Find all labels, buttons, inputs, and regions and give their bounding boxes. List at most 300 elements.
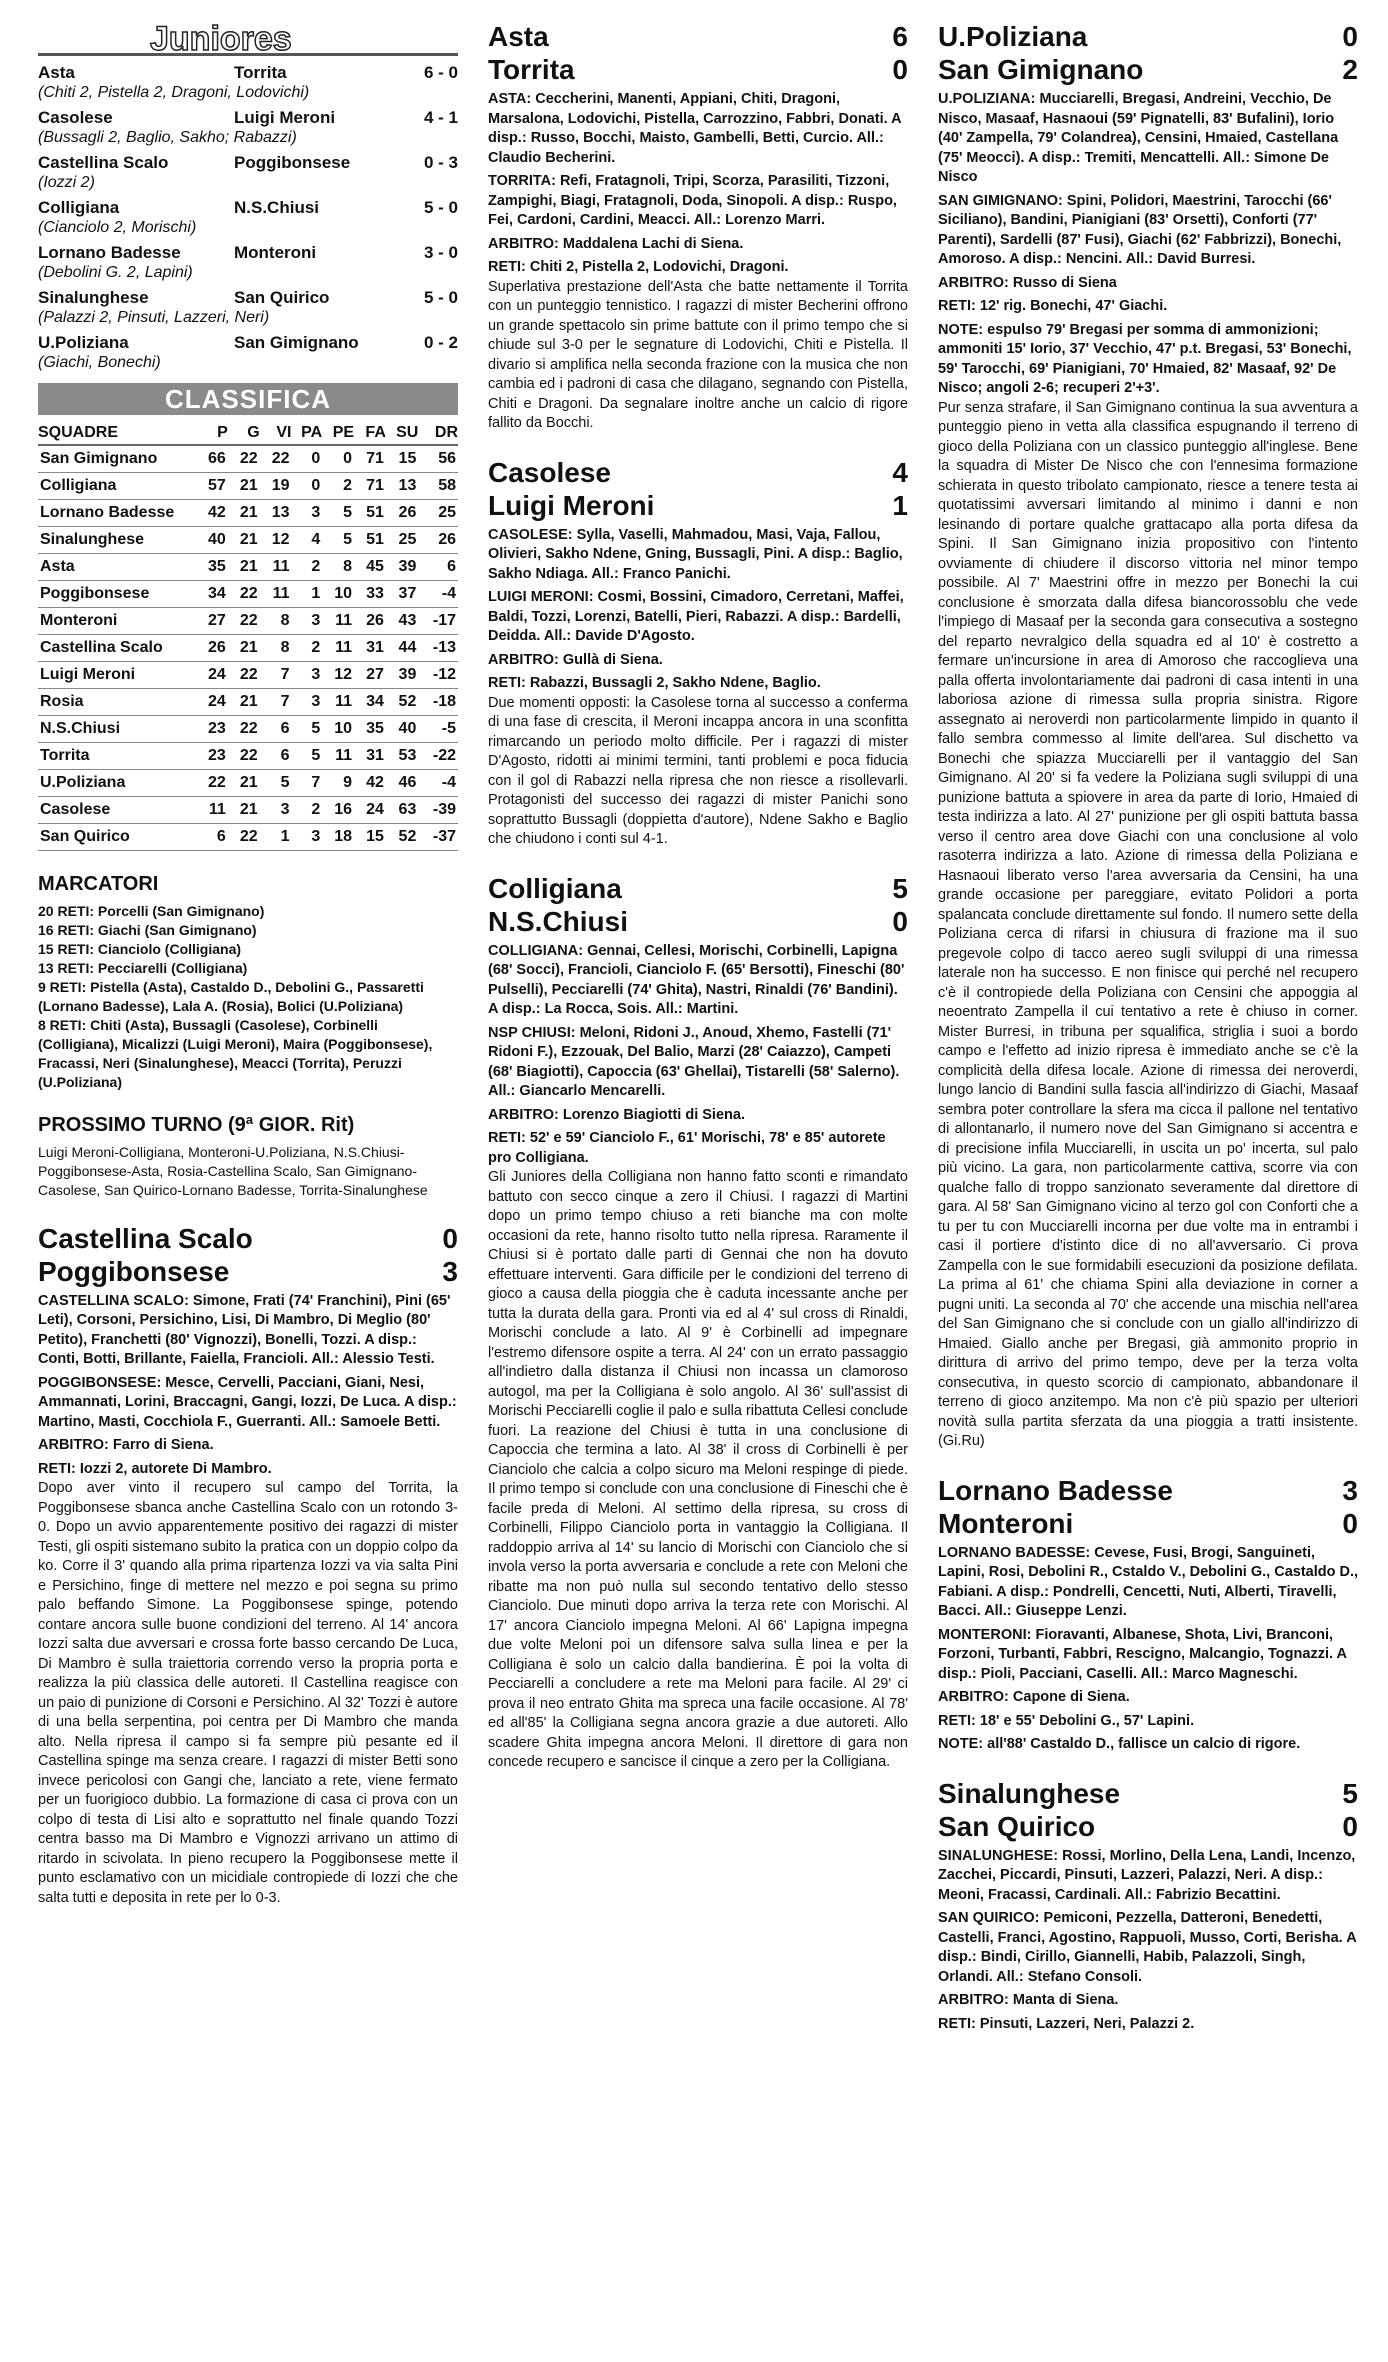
match-detail: ARBITRO: Farro di Siena.: [38, 1437, 214, 1453]
stat-cell: 8: [322, 553, 354, 580]
team-name: Rosia: [38, 688, 196, 715]
result-row: [38, 287, 458, 308]
stat-cell: 33: [354, 580, 386, 607]
stat-cell: 66: [196, 445, 228, 472]
result-score: 5 - 0: [423, 288, 458, 307]
match-report: [938, 1474, 1358, 1755]
stat-cell: 0: [291, 445, 322, 472]
away-team: Poggibonsese: [234, 153, 351, 172]
match-home-score: 5: [1342, 1777, 1358, 1809]
standings-row: [38, 607, 458, 634]
stat-cell: 15: [386, 445, 418, 472]
team-name: Lornano Badesse: [38, 499, 196, 526]
standings-row: [38, 769, 458, 796]
result-row: [38, 197, 458, 218]
stat-cell: -13: [418, 634, 458, 661]
column-middle: [488, 0, 908, 1773]
stat-cell: 57: [196, 472, 228, 499]
match-report: [938, 1777, 1358, 2035]
stat-cell: 21: [228, 499, 260, 526]
match-detail: MONTERONI: Fioravanti, Albanese, Shota, Livi, Branconi, Forzoni, Turbanti, Fabbri, Rescigno, Malcangio, Tognazzi. A disp.: Pioli, Pacciani, Caselli. All.: Marco Magneschi.: [938, 1626, 1347, 1682]
stat-cell: 24: [354, 796, 386, 823]
stat-cell: 9: [322, 769, 354, 796]
stat-cell: -18: [418, 688, 458, 715]
stat-cell: 44: [386, 634, 418, 661]
match-home-team: Asta: [488, 21, 549, 52]
match-detail: LORNANO BADESSE: Cevese, Fusi, Brogi, Sanguineti, Lapini, Rosi, Debolini R., Cstaldo V., Debolini G., Castaldo D., Fabiani. A disp.: Pondrelli, Cencetti, Nuti, Alberti, Tiravelli, Bacci. All.: Giuseppe Lenzi.: [938, 1544, 1359, 1619]
standings-header: [418, 421, 458, 445]
stat-cell: -22: [418, 742, 458, 769]
result-row: [38, 152, 458, 173]
match-detail: POGGIBONSESE: Mesce, Cervelli, Pacciani, Giani, Nesi, Ammannati, Lorini, Braccagni, Gangi, Iozzi, De Luca. A disp.: Martino, Masti, Cocchiola F., Guerranti. All.: Samoele Betti.: [38, 1374, 457, 1430]
match-away-row: [38, 1255, 458, 1288]
standings-row: [38, 823, 458, 850]
header-label: FA: [365, 423, 386, 441]
match-detail: ARBITRO: Lorenzo Biagiotti di Siena.: [488, 1106, 745, 1123]
header-label: PA: [301, 423, 323, 441]
result-score: 0 - 3: [423, 153, 458, 172]
result-row: [38, 242, 458, 263]
match-detail: NSP CHIUSI: Meloni, Ridoni J., Anoud, Xhemo, Fastelli (71' Ridoni F.), Ezzouak, Del Balio, Marzi (28' Caiazzo), Campeti (68' Biagiotti), Capoccia (63' Ghellai), Tistarelli (58' Salerno). All.: Giancarlo Mencarelli.: [488, 1024, 900, 1099]
stat-cell: 4: [291, 526, 322, 553]
match-home-team: Casolese: [488, 456, 611, 488]
stat-cell: 13: [260, 499, 292, 526]
match-text: Superlativa prestazione dell'Asta che batte nettamente il Torrita con un punteggio tennistico. I ragazzi di mister Becherini offrono un grande spettacolo sin prime battute con il primo tempo che si chiude sul 3-0 per le segnature di Lodovichi, Chiti e Pistella. Il divario si amplifica nella seconda frazione con la musica che non cambia ed i padroni di casa che dilagano, segnando con Pistella, Chiti e Dragoni. Da segnalare inoltre anche un calcio di rigore fallito da Bocchi.: [488, 278, 908, 431]
stat-cell: 39: [386, 661, 418, 688]
stat-cell: 18: [322, 823, 354, 850]
match-away-score: 0: [1342, 1507, 1358, 1539]
stat-cell: 53: [386, 742, 418, 769]
stat-cell: 3: [291, 499, 322, 526]
result-row: [38, 332, 458, 353]
stat-cell: 11: [322, 742, 354, 769]
standings-row: [38, 580, 458, 607]
match-report: [938, 20, 1358, 1452]
stat-cell: 7: [260, 688, 292, 715]
stat-cell: 2: [322, 472, 354, 499]
match-detail: TORRITA: Refi, Fratagnoli, Tripi, Scorza, Parasiliti, Tizzoni, Zampighi, Biagi, Fratagnoli, Doda, Sinopoli. A disp.: Ruspo, Fei, Cardoni, Cardini, Meacci. All.: Lorenzo Marri.: [488, 173, 897, 228]
standings-header: [291, 421, 322, 445]
match-home-row: [938, 1474, 1358, 1507]
result-scorers: (Debolini G. 2, Lapini): [38, 264, 193, 281]
home-team: Colligiana: [38, 198, 120, 217]
column-left: [38, 22, 458, 1908]
stat-cell: 27: [354, 661, 386, 688]
standings-header: [228, 421, 260, 445]
stat-cell: 0: [291, 472, 322, 499]
team-name: San Gimignano: [38, 445, 196, 472]
team-name: Torrita: [38, 742, 196, 769]
stat-cell: 56: [418, 445, 458, 472]
stat-cell: 7: [260, 661, 292, 688]
match-text: Dopo aver vinto il recupero sul campo del Torrita, la Poggibonsese sbanca anche Castellina Scalo con un rotondo 3-0. Dopo un avvio apparentemente positivo dei ragazzi di mister Testi, gli ospiti sistemano subito la pratica con un doppio colpo da ko. Corre il 3' quando alla prima ripartenza Iozzi va via salta Pini e Persichino, finge di mettere nel mezzo e poi segna su primo palo beffando Simone. La Poggibonsese spinge, potendo contare ancora sulle buone condizioni del terreno. Al 14' ancora Iozzi salta due avversari e crossa forte basso cercando De Luca, Di Mambro è sulla traiettoria correndo verso la propria porta e realizza la più classica delle autoreti. Il Castellina reagisce con un paio di punizione di Corsoni e Persichino. Al 32' Tozzi è autore di una bella serpentina, poi centra per Di Mambro che manda alto. Nella ripresa il campo si fa sempre più pesante ed il Castellina spinge ma senza creare. I ragazzi di mister Betti sono invece pericolosi con Gangi che, lanciato a rete, viene fermato per un fuorigioco dubbio. La formazione di casa ci prova con un colpo di testa di Lisi alto e soprattutto nel finale quando Tozzi centra basso ma Di Mambro e Vignozzi arrivano un attimo di ritardo in scivolata. In pieno recupero la Poggibonsese mette il punto esclamativo con un micidiale contropiede di Iozzi che che salta tutti e deposita in rete per lo 0-3.: [38, 1480, 458, 1906]
match-away-team: Torrita: [488, 54, 575, 85]
team-name: Asta: [38, 553, 196, 580]
match-home-score: 5: [892, 872, 908, 904]
stat-cell: 13: [386, 472, 418, 499]
team-name: N.S.Chiusi: [38, 715, 196, 742]
standings-row: [38, 499, 458, 526]
stat-cell: 6: [260, 742, 292, 769]
stat-cell: 21: [228, 796, 260, 823]
column-right: [938, 0, 1358, 2034]
next-round-text: Luigi Meroni-Colligiana, Monteroni-U.Poliziana, N.S.Chiusi-Poggibonsese-Asta, Rosia-Castellina Scalo, San Gimignano-Casolese, San Quirico-Lornano Badesse, Torrita-Sinalunghese: [38, 1143, 428, 1198]
stat-cell: 26: [196, 634, 228, 661]
stat-cell: 22: [260, 445, 292, 472]
stat-cell: 11: [322, 607, 354, 634]
stat-cell: 46: [386, 769, 418, 796]
stat-cell: 42: [196, 499, 228, 526]
stat-cell: 3: [291, 661, 322, 688]
match-away-score: 0: [892, 54, 908, 85]
result-score: 6 - 0: [423, 63, 458, 82]
result-scorers: (Iozzi 2): [38, 174, 95, 191]
stat-cell: 40: [196, 526, 228, 553]
match-detail: RETI: Rabazzi, Bussagli 2, Sakho Ndene, Baglio.: [488, 675, 821, 691]
stat-cell: 34: [354, 688, 386, 715]
stat-cell: 22: [228, 742, 260, 769]
match-home-row: [488, 456, 908, 489]
header-label: G: [247, 423, 260, 441]
stat-cell: 12: [322, 661, 354, 688]
match-home-team: U.Poliziana: [938, 21, 1088, 52]
stat-cell: 11: [260, 580, 292, 607]
match-detail: RETI: Chiti 2, Pistella 2, Lodovichi, Dragoni.: [488, 259, 789, 275]
stat-cell: 39: [386, 553, 418, 580]
away-team: Monteroni: [234, 243, 317, 262]
stat-cell: 24: [196, 661, 228, 688]
scorer-line: 15 RETI: Cianciolo (Colligiana): [38, 940, 242, 957]
stat-cell: 6: [196, 823, 228, 850]
result-scorers: (Bussagli 2, Baglio, Sakho; Rabazzi): [38, 129, 297, 146]
standings-header: [386, 421, 418, 445]
match-detail: RETI: Pinsuti, Lazzeri, Neri, Palazzi 2.: [938, 2015, 1195, 2032]
match-away-score: 0: [892, 905, 908, 937]
team-name: Castellina Scalo: [38, 634, 196, 661]
standings-row: [38, 715, 458, 742]
away-team: N.S.Chiusi: [234, 198, 320, 217]
result-scorers: (Cianciolo 2, Morischi): [38, 219, 197, 236]
stat-cell: 10: [322, 715, 354, 742]
match-detail: ARBITRO: Maddalena Lachi di Siena.: [488, 235, 744, 252]
match-home-row: [38, 1222, 458, 1255]
match-report: [488, 20, 908, 434]
stat-cell: 22: [228, 580, 260, 607]
team-name: Colligiana: [38, 472, 196, 499]
match-detail: RETI: Iozzi 2, autorete Di Mambro.: [38, 1460, 272, 1477]
result-row: [38, 62, 458, 83]
stat-cell: 12: [260, 526, 292, 553]
stat-cell: 37: [386, 580, 418, 607]
match-away-row: [938, 53, 1358, 86]
match-away-row: [488, 905, 908, 938]
match-home-team: Castellina Scalo: [38, 1222, 253, 1254]
result-row: [38, 107, 458, 128]
match-detail: ARBITRO: Capone di Siena.: [938, 1689, 1130, 1705]
header-label: P: [217, 423, 228, 441]
match-detail: NOTE: espulso 79' Bregasi per somma di ammonizioni; ammoniti 15' Iorio, 37' Vecchio, 47' p.t. Bregasi, 53' Bonechi, 59' Tarocchi, 69' Pianigiani, 70' Hmaied, 82' Masaaf, 92' De Nisco; angoli 2-6; recuperi 2'+3'.: [938, 321, 1352, 396]
stat-cell: 8: [260, 634, 292, 661]
stat-cell: 3: [260, 796, 292, 823]
match-report: [488, 872, 908, 1773]
match-away-row: [488, 489, 908, 522]
match-detail: RETI: 18' e 55' Debolini G., 57' Lapini.: [938, 1712, 1195, 1729]
stat-cell: 21: [228, 472, 260, 499]
match-away-team: N.S.Chiusi: [488, 905, 629, 937]
stat-cell: 31: [354, 634, 386, 661]
stat-cell: 71: [354, 445, 386, 472]
stat-cell: 2: [291, 796, 322, 823]
standings-row: [38, 796, 458, 823]
stat-cell: 5: [322, 499, 354, 526]
stat-cell: 22: [196, 769, 228, 796]
stat-cell: 35: [354, 715, 386, 742]
stat-cell: 23: [196, 715, 228, 742]
stat-cell: 21: [228, 634, 260, 661]
match-away-row: [488, 53, 908, 86]
standings-header: [260, 421, 292, 445]
team-name: San Quirico: [38, 823, 196, 850]
match-report: [38, 1222, 458, 1909]
stat-cell: 22: [228, 823, 260, 850]
stat-cell: 0: [322, 445, 354, 472]
match-away-team: San Quirico: [938, 1810, 1096, 1842]
scorer-line: 13 RETI: Pecciarelli (Colligiana): [38, 959, 248, 976]
stat-cell: 21: [228, 688, 260, 715]
stat-cell: -4: [418, 580, 458, 607]
match-detail: RETI: 12' rig. Bonechi, 47' Giachi.: [938, 298, 1168, 314]
stat-cell: 11: [322, 688, 354, 715]
stat-cell: 42: [354, 769, 386, 796]
away-team: San Quirico: [234, 288, 330, 307]
header-label: DR: [434, 423, 458, 441]
stat-cell: 23: [196, 742, 228, 769]
home-team: Sinalunghese: [38, 288, 149, 307]
stat-cell: 11: [322, 634, 354, 661]
team-name: Sinalunghese: [38, 526, 196, 553]
match-home-score: 0: [1342, 21, 1358, 52]
next-round-title: PROSSIMO TURNO (9ª GIOR. Rit): [38, 1113, 355, 1136]
stat-cell: 26: [418, 526, 458, 553]
stat-cell: 21: [228, 553, 260, 580]
away-team: San Gimignano: [234, 333, 359, 352]
stat-cell: 27: [196, 607, 228, 634]
match-away-team: Poggibonsese: [38, 1255, 230, 1287]
stat-cell: -5: [418, 715, 458, 742]
standings-row: [38, 526, 458, 553]
match-home-row: [938, 1777, 1358, 1810]
stat-cell: -37: [418, 823, 458, 850]
team-name: Luigi Meroni: [38, 661, 196, 688]
match-detail: ARBITRO: Gullà di Siena.: [488, 651, 663, 668]
standings-row: [38, 661, 458, 688]
stat-cell: 34: [196, 580, 228, 607]
stat-cell: 26: [386, 499, 418, 526]
match-text: Gli Juniores della Colligiana non hanno fatto sconti e rimandato battuto con secco cinque a zero il Chiusi. I ragazzi di Martini dopo un primo tempo chiuso a reti bianche ma con molte occasioni da rete, hanno risolto tutto nella ripresa. Raramente il Chiusi si è portato dalle parti di Gennai che non ha dovuto effettuare interventi. Gara difficile per le condizioni del terreno di gioco a causa della pioggia che è caduta incessante anche per tutta la durata della gara. Pronti via ed al 4' sul cross di Rinaldi, Morischi conclude a lato. Al 9' è Corbinelli ad impegnare l'estremo difensore ospite a terra. Al 24' con un errato passaggio all'indietro dalla distanza il Chiusi non incassa un clamoroso autogol, ma per la Colligiana è solo angolo. Al 36' sull'assist di Morischi Pecciarelli coglie il palo e sulla ribattuta Cellesi conclude fuori. La reazione del Chiusi è tutta in una conclusione di Capoccia che termina a lato. Al 38' il cross di Corbinelli è per Cianciolo che calcia a colpo sicuro ma Meloni respinge di piede. Il primo tempo si conclude con una conclusione di Fineschi che è facile preda di Meloni. Al settimo della ripresa, su cross di Corbinelli, Filippo Cianciolo porta in vantaggio la Colligiana. Il raddoppio arriva al 14' su lancio di Morischi con Cianciolo che si invola verso la porta avversaria e conclude a rete con Meloni che ribatte ma non può nulla sul secondo tentativo dello stesso Cianciolo. Due minuti dopo arriva la terza rete con Morischi. Al 17' ancora Cianciolo impegna Meloni. Al 66' Lapigna impegna due volte Meloni poi un difensore salva sulla linea e per la Colligiana è solo un calcio dalla bandierina. È poi la volta di Pecciarelli a concludere a rete ma Meloni para facile. Al 29' ci prova il neo entrato Ghita ma spreca una facile occasione. Al 78' ed all'85' la Colligiana segna ancora grazie a due autoreti. Allo scadere Ghita impegna ancora Meloni. Il direttore di gara non concede recupero e sancisce il cinque a zero per la Colligiana.: [488, 1169, 908, 1770]
home-team: U.Poliziana: [38, 333, 129, 352]
scorer-line: 16 RETI: Giachi (San Gimignano): [38, 921, 257, 938]
stat-cell: 22: [228, 661, 260, 688]
stat-cell: 71: [354, 472, 386, 499]
stat-cell: 24: [196, 688, 228, 715]
match-home-score: 0: [442, 1222, 458, 1254]
match-away-team: Luigi Meroni: [488, 489, 655, 521]
header-label: I: [287, 423, 292, 441]
result-score: 4 - 1: [423, 108, 458, 127]
stat-cell: 31: [354, 742, 386, 769]
stat-cell: 45: [354, 553, 386, 580]
match-home-team: Colligiana: [488, 872, 622, 904]
stat-cell: 11: [196, 796, 228, 823]
standings-header: [322, 421, 354, 445]
stat-cell: 52: [386, 688, 418, 715]
stat-cell: -4: [418, 769, 458, 796]
match-home-score: 4: [892, 456, 908, 488]
stat-cell: 51: [354, 526, 386, 553]
stat-cell: -12: [418, 661, 458, 688]
stat-cell: 63: [386, 796, 418, 823]
stat-cell: 19: [260, 472, 292, 499]
stat-cell: 21: [228, 769, 260, 796]
team-name: Casolese: [38, 796, 196, 823]
home-team: Casolese: [38, 108, 113, 127]
stat-cell: 40: [386, 715, 418, 742]
stat-cell: 25: [418, 499, 458, 526]
match-home-team: Sinalunghese: [938, 1777, 1121, 1809]
match-detail: ARBITRO: Manta di Siena.: [938, 1992, 1119, 2008]
stat-cell: 35: [196, 553, 228, 580]
result-scorers: (Giachi, Bonechi): [38, 354, 161, 371]
stat-cell: 22: [228, 607, 260, 634]
match-away-team: San Gimignano: [938, 54, 1144, 85]
stat-cell: 22: [228, 445, 260, 472]
standings-title: CLASSIFICA: [38, 383, 458, 415]
team-name: Poggibonsese: [38, 580, 196, 607]
stat-cell: 5: [291, 742, 322, 769]
away-team: Luigi Meroni: [234, 108, 336, 127]
team-name: U.Poliziana: [38, 769, 196, 796]
away-team: Torrita: [234, 63, 287, 82]
home-team: Asta: [38, 63, 75, 82]
standings-row: [38, 688, 458, 715]
stat-cell: 25: [386, 526, 418, 553]
stat-cell: 22: [228, 715, 260, 742]
match-away-score: 3: [442, 1255, 458, 1287]
match-detail: U.POLIZIANA: Mucciarelli, Bregasi, Andreini, Vecchio, De Nisco, Masaaf, Hasnaoui (59' Pignatelli, 83' Bufalini), Iorio (40' Zampella, 79' Colandrea), Censini, Hmaied, Castellana (75' Meocci). A disp.: Tremiti, Mencattelli. All.: Simone De Nisco: [938, 91, 1339, 185]
match-home-row: [488, 20, 908, 53]
home-team: Lornano Badesse: [38, 243, 181, 262]
match-detail: ARBITRO: Russo di Siena: [938, 274, 1117, 291]
standings-row: [38, 445, 458, 472]
scorers-list: [38, 902, 458, 1092]
standings-row: [38, 472, 458, 499]
match-away-row: [938, 1507, 1358, 1540]
scorer-line: 8 RETI: Chiti (Asta), Bussagli (Casolese), Corbinelli (Colligiana), Micalizzi (Luigi Meroni), Maira (Poggibonsese), Fracassi, Neri (Sinalunghese), Meacci (Torrita), Peruzzi (U.Poliziana): [38, 1016, 433, 1090]
standings-header: [196, 421, 228, 445]
team-name: Monteroni: [38, 607, 196, 634]
stat-cell: 3: [291, 607, 322, 634]
result-scorers: (Palazzi 2, Pinsuti, Lazzeri, Neri): [38, 309, 270, 326]
stat-cell: 26: [354, 607, 386, 634]
header-label: V: [276, 423, 288, 441]
match-detail: LUIGI MERONI: Cosmi, Bossini, Cimadoro, Cerretani, Maffei, Baldi, Tozzi, Lorenzi, Batelli, Pieri, Rabazzi. A disp.: Bardelli, Deidda. All.: Davide D'Agosto.: [488, 589, 904, 644]
results-list: [38, 62, 458, 373]
stat-cell: 1: [291, 580, 322, 607]
scorers-title: MARCATORI: [38, 872, 159, 895]
header-label: SQUADRE: [38, 423, 119, 441]
match-detail: COLLIGIANA: Gennai, Cellesi, Morischi, Corbinelli, Lapigna (68' Socci), Francioli, Cianciolo F. (65' Bersotti), Fineschi (80' Pulselli), Pecciarelli (74' Ghita), Nastri, Rinaldi (76' Bandini). A disp.: La Rocca, Sois. All.: Martini.: [488, 942, 905, 1017]
stat-cell: 21: [228, 526, 260, 553]
match-away-row: [938, 1810, 1358, 1843]
match-home-row: [938, 20, 1358, 53]
match-detail: SINALUNGHESE: Rossi, Morlino, Della Lena, Landi, Incenzo, Zacchei, Piccardi, Pinsuti, Lazzeri, Palazzi, Neri. A disp.: Meoni, Fracassi, Cardinali. All.: Fabrizio Becattini.: [938, 1847, 1356, 1903]
match-detail: ASTA: Ceccherini, Manenti, Appiani, Chiti, Dragoni, Marsalona, Lodovichi, Pistella, Carrozzino, Fabbri, Donati. A disp.: Russo, Bocchi, Maisto, Gambelli, Betti, Curcio. All.: Claudio Becherini.: [488, 91, 902, 166]
match-detail: CASOLESE: Sylla, Vaselli, Mahmadou, Masi, Vaja, Fallou, Olivieri, Sakho Ndene, Gning, Bussagli, Pini. A disp.: Baglio, Sakho Ndiaga. All.: Franco Panichi.: [488, 526, 903, 582]
stat-cell: 51: [354, 499, 386, 526]
stat-cell: 2: [291, 634, 322, 661]
stat-cell: 8: [260, 607, 292, 634]
stat-cell: 2: [291, 553, 322, 580]
match-away-score: 2: [1342, 54, 1358, 85]
standings-row: [38, 634, 458, 661]
stat-cell: 5: [260, 769, 292, 796]
match-home-row: [488, 872, 908, 905]
stat-cell: 10: [322, 580, 354, 607]
match-text: Due momenti opposti: la Casolese torna al successo a conferma di una fase di crescita, il Meroni incappa ancora in una sconfitta rimarcando un periodo molto difficile. Per i ragazzi di mister D'Agosto, ridotti ai minimi termini, tanti problemi e poca fiducia con il gol di Rabazzi nella ripresa che non riesce a risollevarli. Protagonisti del successo dei ragazzi di mister Panichi sono soprattutto Bussagli (doppietta d'autore), Ndene Sakho e Baglio che chiudono i conti sul 4-1.: [488, 694, 908, 847]
standings-header: [38, 421, 196, 445]
stat-cell: 6: [418, 553, 458, 580]
standings-row: [38, 742, 458, 769]
stat-cell: 7: [291, 769, 322, 796]
match-detail: SAN QUIRICO: Pemiconi, Pezzella, Datteroni, Benedetti, Castelli, Franci, Agostino, Rappuoli, Musso, Corti, Berisha. A disp.: Bindi, Cirillo, Giannelli, Habib, Palazzoli, Singh, Orlandi. All.: Stefano Consoli.: [938, 1910, 1357, 1985]
result-score: 0 - 2: [423, 333, 458, 352]
stat-cell: 16: [322, 796, 354, 823]
match-home-team: Lornano Badesse: [938, 1474, 1173, 1506]
result-scorers: (Chiti 2, Pistella 2, Dragoni, Lodovichi): [38, 84, 310, 101]
stat-cell: 3: [291, 688, 322, 715]
header-label: SU: [396, 423, 419, 441]
stat-cell: 5: [291, 715, 322, 742]
match-text: Pur senza strafare, il San Gimignano continua la sua avventura a punteggio pieno in vetta alla classifica espugnando il terreno di gioco della Poliziana con un classico punteggio all'inglese. Bene la squadra di Mister De Nisco che con l'ennesima formazione schierata in questo tribolato campionato, riesce a tenere testa ai quotatissimi avversari limitando al minimo i danni e non lesinando di portare qualche grattacapo alla porta difesa da Spini. Il San Gimignano inizia propositivo con l'intento ovviamente di chiudere il discorso vittoria nel minor tempo possibile. Al 7' Maestrini offre in mezzo per Bonechi la cui conclusione è smorzata dalla difesa biancorossoblu che vede l'impiego di Masaaf per la seconda gara consecutiva a sostegno del reparto nevralgico della squadra ed al 10' è costretto a fermare un'incursione in area di Amoroso che raccoglieva una palla offerta involontariamente dai padroni di casa intenti in una laboriosa azione di rimessa sulla propria sinistra. Rigore assegnato ai neroverdi non particolarmente limpido in quanto il fallo sembra commesso al limite dell'area. Sul dischetto va Bonechi che spiazza Mucciarelli per il vantaggio del San Gimignano. Al 20' si fa vedere la Poliziana sugli sviluppi di una punizione battuta a spiovere in area da parte di Iorio, Hmaied di testa indirizza a lato. Al 27' punizione per gli ospiti battuta bassa verso il centro area dove Giachi con una conclusione al volo rasoterra indirizza a lato. Azione di rimessa della Poliziana e Hasnaoui liberato verso l'area avversaria da Censini, ha una grande occasione per pareggiare, evitato Polidori a porta spalancata conclude direttamente sul fondo. Il numero sette della Poliziana cerca di rifarsi in chiusura di frazione ma il suo pregevole colpo di tacco aereo sugli sviluppi di una rimessa laterale non ha successo. E non finisce qui perché nel recupero c'è il contropiede della Poliziana con Censini che appoggia al neoentrato Zampella il cui tentativo a rete è chiuso in corner. Mister Burresi, in tribuna per squalifica, striglia i suoi a bordo campo e l'effetto ad inizio ripresa è immediato anche se c'è la complicità della difesa locale. Azione di rimessa dei neroverdi, lungo lancio di Bandini sulla fascia all'indirizzo di Giachi, Masaaf sembra poter controllare la sfera ma cicca il pallone nel tentativo di allontanarlo, il numero nove del San Gimignano si accentra e di precisione infila Mucciarelli, in uscita un po' incerta, sul palo più vicino. La gara, non particolarmente cattiva, scorre via con qualche fallo di troppo sanzionato severamente dal direttore di gara. Al 58' San Gimignano vicino al terzo gol con Conforti che a tu per tu con Mucciarelli incorna per due volte ma in entrambi i casi il portiere d'istinto dice di no all'avversario. Ci prova Zampella con le sue formidabili esecuzioni da posizione defilata. La prima al 61' che chiama Spini alla deviazione in corner a pugni uniti. La seconda al 70' che accende una mischia nell'area del San Gimignano che si conclude con un giallo all'indirizzo di Hmaied. Giallo anche per Bregasi, già ammonito proprio in dirittura di arrivo del primo tempo, deve per la terza volta consecutiva, in questo scorcio di campionato, abbandonare il terreno di gioco anzitempo. Ma non c'è più spazio per ulteriori novità sulla partita sferzata da una pioggia a tratti insistente. (Gi.Ru): [938, 399, 1358, 1449]
match-detail: SAN GIMIGNANO: Spini, Polidori, Maestrini, Tarocchi (66' Siciliano), Bandini, Pianigiani (83' Orsetti), Conforti (77' Parenti), Sardelli (87' Fusi), Giachi (62' Fabbrizzi), Bonechi, Amoroso. A disp.: Nencini. All.: David Burresi.: [938, 192, 1342, 267]
match-away-score: 0: [1342, 1810, 1358, 1842]
stat-cell: 11: [260, 553, 292, 580]
match-away-score: 1: [892, 489, 908, 521]
standings-table: [38, 421, 458, 851]
match-home-score: 3: [1342, 1474, 1358, 1506]
stat-cell: 6: [260, 715, 292, 742]
home-team: Castellina Scalo: [38, 153, 169, 172]
match-detail: NOTE: all'88' Castaldo D., fallisce un calcio di rigore.: [938, 1736, 1301, 1752]
match-detail: RETI: 52' e 59' Cianciolo F., 61' Morischi, 78' e 85' autorete pro Colligiana.: [488, 1130, 886, 1166]
stat-cell: 58: [418, 472, 458, 499]
standings-row: [38, 553, 458, 580]
section-header: [38, 22, 458, 56]
match-report: [488, 456, 908, 850]
stat-cell: -39: [418, 796, 458, 823]
match-home-score: 6: [892, 21, 908, 52]
match-away-team: Monteroni: [938, 1507, 1074, 1539]
page-title: Juniores: [150, 20, 292, 58]
stat-cell: 5: [322, 526, 354, 553]
stat-cell: 52: [386, 823, 418, 850]
stat-cell: 3: [291, 823, 322, 850]
stat-cell: 43: [386, 607, 418, 634]
header-label: PE: [332, 423, 355, 441]
scorer-line: 20 RETI: Porcelli (San Gimignano): [38, 902, 265, 919]
result-score: 5 - 0: [423, 198, 458, 217]
result-score: 3 - 0: [423, 243, 458, 262]
